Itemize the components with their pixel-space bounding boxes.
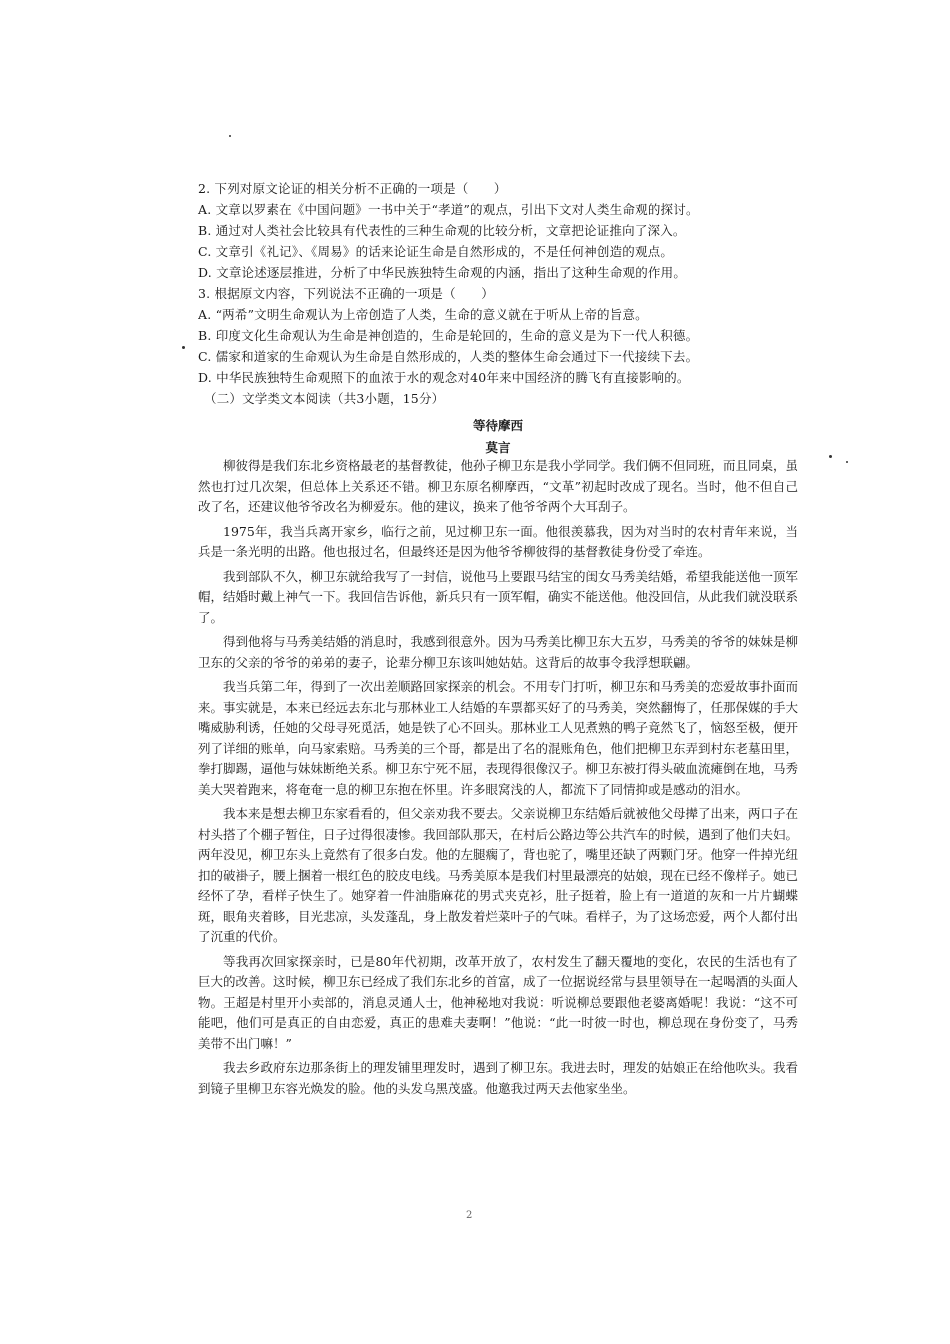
story-paragraph: 柳彼得是我们东北乡资格最老的基督教徒，他孙子柳卫东是我小学同学。我们俩不但同班，而且同桌，虽然也打过几次架，但总体上关系还不错。柳卫东原名柳摩西，“文革”初起时改成了现名。当时，他不但自己改了名，还建议他爷爷改名为柳爱东。他的建议，换来了他爷爷两个大耳刮子。 bbox=[198, 458, 799, 514]
story-title: 等待摩西 bbox=[472, 418, 523, 433]
scan-speck bbox=[182, 346, 185, 349]
question-2-option-b: B. 通过对人类社会比较具有代表性的三种生命观的比较分析，文章把论证推向了深入。 bbox=[198, 223, 686, 238]
page-number: 2 bbox=[466, 1210, 473, 1221]
question-2-option-a: A. 文章以罗素在《中国问题》一书中关于“孝道”的观点，引出下文对人类生命观的探讨。 bbox=[198, 202, 699, 217]
story-paragraph: 我到部队不久，柳卫东就给我写了一封信，说他马上要跟马结宝的闺女马秀美结婚，希望我能送他一顶军帽，结婚时戴上神气一下。我回信告诉他，新兵只有一顶军帽，确实不能送他。他没回信，从此我们就没联系了。 bbox=[198, 568, 799, 625]
question-3-option-d: D. 中华民族独特生命观照下的血浓于水的观念对40年来中国经济的腾飞有直接影响的。 bbox=[198, 370, 690, 385]
story-paragraph: 1975年，我当兵离开家乡，临行之前，见过柳卫东一面。他很羡慕我，因为对当时的农村青年来说，当兵是一条光明的出路。他也报过名，但最终还是因为他爷爷柳彼得的基督教徒身份受了牵连。 bbox=[198, 523, 798, 559]
question-2-option-d: D. 文章论述逐层推进，分析了中华民族独特生命观的内涵，指出了这种生命观的作用。 bbox=[198, 265, 687, 280]
question-3-option-c: C. 儒家和道家的生命观认为生命是自然形成的，人类的整体生命会通过下一代接续下去。 bbox=[198, 349, 699, 364]
question-2-option-c: C. 文章引《礼记》、《周易》的话来论证生命是自然形成的，不是任何神创造的观点。 bbox=[198, 244, 674, 259]
story-paragraph: 我当兵第二年，得到了一次出差顺路回家探亲的机会。不用专门打听，柳卫东和马秀美的恋爱故事扑面而来。事实就是，本来已经远去东北与那林业工人结婚的车票都买好了的马秀美，突然翻悔了，任那保媒的手大嘴威胁利诱，任她的父母寻死觅活，她是铁了心不回头。那林业工人见煮熟的鸭子竟然飞了，恼怒至极，便开列了详细的账单，向马家索赔。马秀美的三个哥，都是出了名的混账角色，他们把柳卫东弄到村东老墓田里，拳打脚踢，逼他与妹妹断绝关系。柳卫东宁死不屈，表现得很像汉子。柳卫东被打得头破血流瘫倒在地，马秀美大哭着跑来，将奄奄一息的柳卫东抱在怀里。许多眼窝浅的人，都流下了同情抑或是感动的泪水。 bbox=[198, 679, 799, 797]
story-paragraph: 我本来是想去柳卫东家看看的，但父亲劝我不要去。父亲说柳卫东结婚后就被他父母撵了出来，两口子在村头搭了个棚子暂住，日子过得很凄惨。我回部队那天，在村后公路边等公共汽车的时候，遇到了他们夫妇。两年没见，柳卫东头上竟然有了很多白发。他的左腿瘸了，背也驼了，嘴里还缺了两颗门牙。他穿一件掉光纽扣的破褂子，腰上捆着一根红色的胶皮电线。马秀美原本是我们村里最漂亮的姑娘，现在已经不像样子。她已经怀了孕，看样子快生了。她穿着一件油脂麻花的男式夹克衫，肚子挺着，脸上有一道道的灰和一片片蝴蝶斑，眼角夹着眵，目光悲凉，头发蓬乱，身上散发着烂菜叶子的气味。看样子，为了这场恋爱，两个人都付出了沉重的代价。 bbox=[198, 806, 799, 944]
scan-speck bbox=[846, 461, 848, 463]
story-paragraph: 等我再次回家探亲时，已是80年代初期，改革开放了，农村发生了翻天覆地的变化，农民的生活也有了巨大的改善。这时候，柳卫东已经成了我们东北乡的首富，成了一位据说经常与县里领导在一起喝酒的头面人物。王超是村里开小卖部的，消息灵通人士，他神秘地对我说：听说柳总要跟他老婆离婚呢！我说：“这不可能吧，他们可是真正的自由恋爱，真正的患难夫妻啊！”他说：“此一时彼一时也，柳总现在身份变了，马秀美带不出门嘛！” bbox=[198, 953, 799, 1051]
story-paragraph: 我去乡政府东边那条街上的理发铺里理发时，遇到了柳卫东。我进去时，理发的姑娘正在给他吹头。我看到镜子里柳卫东容光焕发的脸。他的头发乌黑茂盛。他邀我过两天去他家坐坐。 bbox=[198, 1060, 799, 1096]
question-3-option-b: B. 印度文化生命观认为生命是神创造的，生命是轮回的，生命的意义是为下一代人积德。 bbox=[198, 328, 699, 343]
scan-speck bbox=[229, 135, 231, 137]
question-3-stem: 3. 根据原文内容，下列说法不正确的一项是（ ） bbox=[198, 286, 494, 301]
story-paragraph: 得到他将与马秀美结婚的消息时，我感到很意外。因为马秀美比柳卫东大五岁，马秀美的爷爷的妹妹是柳卫东的父亲的爷爷的弟弟的妻子，论辈分柳卫东该叫她姑姑。这背后的故事令我浮想联翩。 bbox=[198, 634, 799, 670]
question-3-option-a: A. “两希”文明生命观认为上帝创造了人类，生命的意义就在于听从上帝的旨意。 bbox=[198, 307, 648, 322]
question-block bbox=[198, 178, 798, 409]
story-heading bbox=[198, 415, 798, 459]
scan-speck bbox=[829, 455, 832, 458]
story-body bbox=[198, 456, 798, 1103]
section-title: （二）文学类文本阅读（共3小题，15分） bbox=[204, 391, 445, 406]
question-2-stem: 2. 下列对原文论证的相关分析不正确的一项是（ ） bbox=[198, 181, 507, 196]
story-author: 莫言 bbox=[485, 440, 511, 455]
